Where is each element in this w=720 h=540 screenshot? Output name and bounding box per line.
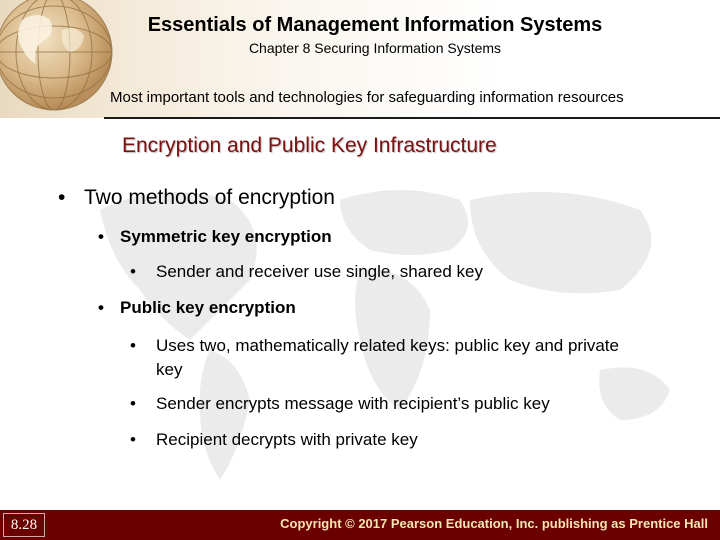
slide-footer <box>0 510 720 540</box>
bullet-marker: • <box>130 430 136 449</box>
bullet-level3 <box>130 394 550 414</box>
bullet-level1 <box>58 186 335 210</box>
bullet-text: Public key encryption <box>120 298 296 317</box>
page-number: 8.28 <box>3 513 45 537</box>
bullet-text: Recipient decrypts with private key <box>156 430 418 449</box>
copyright-notice: Copyright © 2017 Pearson Education, Inc. publishing as Prentice Hall <box>280 516 708 531</box>
slide-description: Most important tools and technologies for safeguarding information resources <box>110 89 624 106</box>
chapter-title: Chapter 8 Securing Information Systems <box>248 40 502 56</box>
bullet-level3 <box>130 262 483 282</box>
bullet-level3 <box>130 430 418 450</box>
course-title: Essentials of Management Information Systems <box>147 14 603 36</box>
bullet-level2 <box>98 227 332 247</box>
bullet-text: Sender and receiver use single, shared key <box>156 262 483 281</box>
bullet-text: Symmetric key encryption <box>120 227 332 246</box>
bullet-text: Two methods of encryption <box>84 186 335 209</box>
bullet-level2 <box>98 298 296 318</box>
bullet-level3 <box>130 334 640 382</box>
bullet-marker: • <box>98 227 104 246</box>
bullet-text: Uses two, mathematically related keys: public key and private key <box>156 336 619 379</box>
section-title: Encryption and Public Key Infrastructure <box>122 134 497 157</box>
header-divider <box>104 117 720 119</box>
bullet-marker: • <box>58 186 66 209</box>
bullet-marker: • <box>130 336 136 355</box>
bullet-text: Sender encrypts message with recipient’s public key <box>156 394 550 413</box>
slide-header <box>0 0 720 118</box>
bullet-marker: • <box>130 394 136 413</box>
bullet-marker: • <box>98 298 104 317</box>
bullet-marker: • <box>130 262 136 281</box>
